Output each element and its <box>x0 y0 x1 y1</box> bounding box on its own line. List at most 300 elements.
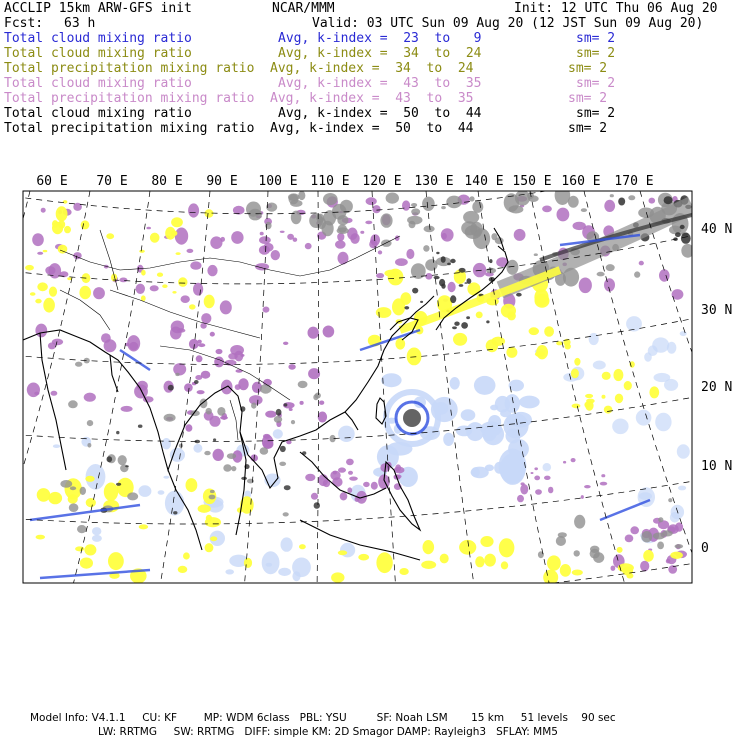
field-cell <box>593 361 606 370</box>
field-cell <box>150 233 160 243</box>
field-cell <box>441 228 454 241</box>
field-cell <box>118 455 127 465</box>
field-cell <box>217 407 225 416</box>
field-cell <box>79 286 91 300</box>
field-cell <box>475 556 484 567</box>
field-cell <box>338 252 349 265</box>
field-cell <box>291 420 295 424</box>
field-cell <box>486 320 489 323</box>
field-cell <box>283 342 288 345</box>
legend-smoothing: sm= 2 <box>568 61 608 76</box>
model-info-line2: LW: RRTMG SW: RRTMG DIFF: simple KM: 2D Smagor DAMP: Rayleigh3 SFLAY: MM5 <box>98 726 558 738</box>
field-cell <box>606 264 615 271</box>
model-info-line1: Model Info: V4.1.1 CU: KF MP: WDM 6class PBL: YSU SF: Noah LSM 15 km 51 levels 90 sec <box>30 712 616 724</box>
field-cell <box>664 196 673 204</box>
field-cell <box>528 195 539 202</box>
field-cell <box>249 395 263 405</box>
field-cell <box>173 511 177 514</box>
field-cell <box>363 482 370 487</box>
field-cell <box>201 371 211 379</box>
field-cell <box>488 415 501 429</box>
lon-label: 60 E <box>36 174 68 189</box>
field-cell <box>168 385 174 391</box>
forecast-label: Fcst: <box>4 16 44 31</box>
field-cell <box>505 394 520 413</box>
field-cell <box>189 304 196 309</box>
field-cell <box>640 561 649 572</box>
field-cell <box>381 240 392 247</box>
field-cell <box>658 517 663 522</box>
field-cell <box>213 449 224 461</box>
field-cell <box>617 547 623 553</box>
field-cell <box>183 552 190 559</box>
field-cell <box>259 245 270 254</box>
field-cell <box>558 532 567 538</box>
field-cell <box>376 273 384 278</box>
field-cell <box>237 507 243 512</box>
field-cell <box>384 270 399 277</box>
field-cell <box>251 403 256 409</box>
field-cell <box>77 525 87 533</box>
field-cell <box>197 390 205 394</box>
field-cell <box>461 409 476 421</box>
field-cell <box>262 551 280 574</box>
legend-smoothing: sm= 2 <box>568 121 608 136</box>
field-cell <box>68 494 78 504</box>
legend-field: Total precipitation mixing ratio <box>4 91 255 106</box>
field-cell <box>572 404 581 409</box>
typhoon-core <box>403 409 421 427</box>
field-cell <box>213 438 216 441</box>
field-cell <box>675 522 683 531</box>
field-cell <box>536 345 548 359</box>
field-cell <box>649 386 659 398</box>
field-cell <box>610 194 614 197</box>
field-cell <box>386 193 399 204</box>
field-cell <box>538 551 544 558</box>
field-cell <box>499 538 515 557</box>
field-cell <box>85 476 94 482</box>
field-cell <box>338 550 347 555</box>
field-cell <box>338 467 346 472</box>
field-cell <box>544 476 551 480</box>
field-cell <box>340 543 355 558</box>
field-cell <box>198 505 211 513</box>
legend-index-range: Avg, k-index = 43 to 35 <box>278 76 482 91</box>
field-cell <box>69 503 79 512</box>
model-title: ACCLIP 15km ARW-GFS init <box>4 1 192 16</box>
field-cell <box>395 464 401 471</box>
field-cell <box>402 200 410 210</box>
field-cell <box>271 250 280 260</box>
field-cell <box>127 335 140 351</box>
field-cell <box>376 307 392 318</box>
field-cell <box>461 322 468 329</box>
field-cell <box>480 536 493 547</box>
field-cell <box>639 492 652 500</box>
field-cell <box>214 357 224 368</box>
field-cell <box>276 409 282 416</box>
field-cell <box>241 477 247 480</box>
field-cell <box>443 433 454 446</box>
field-cell <box>544 326 554 337</box>
field-cell <box>43 250 48 252</box>
field-cell <box>196 355 203 362</box>
field-cell <box>365 221 372 225</box>
field-cell <box>407 348 422 366</box>
field-cell <box>585 394 593 398</box>
field-cell <box>406 249 414 259</box>
field-cell <box>289 194 299 204</box>
field-cell <box>119 278 127 283</box>
field-cell <box>177 328 185 332</box>
field-cell <box>186 478 198 492</box>
field-cell <box>369 240 377 248</box>
legend-smoothing: sm= 2 <box>576 46 616 61</box>
field-cell <box>467 278 472 284</box>
field-cell <box>52 222 63 234</box>
legend-field: Total cloud mixing ratio <box>4 106 192 121</box>
field-cell <box>162 284 167 288</box>
field-cell <box>305 474 315 481</box>
field-cell <box>158 490 165 495</box>
legend-field: Total cloud mixing ratio <box>4 76 192 91</box>
field-cell <box>584 485 591 488</box>
field-cell <box>453 333 467 346</box>
field-cell <box>259 236 271 244</box>
legend-field: Total cloud mixing ratio <box>4 31 192 46</box>
field-cell <box>474 376 496 395</box>
field-cell <box>146 227 151 230</box>
field-cell <box>681 233 691 244</box>
field-cell <box>209 495 216 500</box>
field-cell <box>346 459 354 466</box>
field-cell <box>392 298 405 315</box>
legend-index-range: Avg, k-index = 50 to 44 <box>270 121 474 136</box>
field-cell <box>476 312 483 319</box>
field-cell <box>188 203 199 217</box>
field-cell <box>305 243 312 249</box>
field-cell <box>395 258 408 266</box>
field-cell <box>436 252 439 254</box>
field-cell <box>600 482 607 486</box>
field-cell <box>206 408 212 415</box>
field-cell <box>657 542 664 550</box>
field-cell <box>411 203 417 207</box>
legend-index-range: Avg, k-index = 23 to 9 <box>278 31 482 46</box>
field-cell <box>225 569 234 574</box>
field-cell <box>506 347 517 358</box>
field-cell <box>571 369 579 379</box>
field-cell <box>210 536 217 541</box>
field-cell <box>534 289 548 306</box>
field-cell <box>181 295 190 303</box>
field-cell <box>204 451 210 455</box>
field-cell <box>360 231 364 234</box>
field-cell <box>611 566 616 571</box>
field-cell <box>198 343 205 347</box>
lat-label: 0 <box>701 541 709 556</box>
field-cell <box>53 444 60 448</box>
legend-field: Total precipitation mixing ratio <box>4 121 255 136</box>
field-cell <box>193 444 202 453</box>
field-cell <box>662 530 673 536</box>
field-cell <box>249 209 262 221</box>
field-cell <box>602 395 606 399</box>
field-cell <box>298 381 308 388</box>
field-cell <box>236 369 243 373</box>
field-cell <box>486 268 496 274</box>
field-cell <box>584 402 590 408</box>
legend-smoothing: sm= 2 <box>576 106 616 121</box>
field-cell <box>440 554 449 564</box>
field-cell <box>87 443 91 448</box>
political-borders <box>60 230 400 440</box>
field-cell <box>630 526 639 534</box>
field-cell <box>63 200 68 204</box>
field-cell <box>37 488 51 502</box>
field-cell <box>670 552 683 559</box>
field-cell <box>434 276 440 279</box>
field-cell <box>441 284 445 289</box>
field-cell <box>501 304 516 318</box>
field-cell <box>649 198 656 204</box>
field-cell <box>654 373 671 382</box>
field-cell <box>45 266 55 275</box>
field-cell <box>472 201 483 213</box>
field-cell <box>273 429 283 439</box>
field-cell <box>205 543 214 552</box>
field-cell <box>340 492 348 500</box>
field-cell <box>424 226 435 233</box>
field-cell <box>572 570 583 576</box>
field-cell <box>318 412 327 423</box>
field-cell <box>677 444 690 459</box>
field-cell <box>141 270 146 276</box>
field-streak <box>600 500 650 520</box>
field-cell <box>499 449 527 484</box>
field-cell <box>678 486 686 491</box>
field-cell <box>423 245 429 252</box>
field-cell <box>675 544 684 548</box>
field-cell <box>675 232 681 237</box>
field-cell <box>284 403 288 406</box>
field-cell <box>680 225 685 229</box>
field-cell <box>376 552 392 573</box>
field-cell <box>425 273 432 280</box>
field-cell <box>581 208 587 212</box>
field-cell <box>27 383 40 398</box>
field-cell <box>659 269 670 281</box>
field-cell <box>175 373 179 376</box>
field-cell <box>615 394 623 404</box>
field-cell <box>625 535 634 543</box>
lat-label: 40 N <box>701 222 733 237</box>
field-cell <box>127 492 138 500</box>
field-cell <box>281 537 293 551</box>
field-cell <box>210 236 222 249</box>
field-cell <box>441 206 446 209</box>
field-cell <box>338 426 355 442</box>
field-cell <box>41 208 46 213</box>
field-cell <box>531 472 534 474</box>
field-cell <box>467 282 480 295</box>
field-cell <box>331 572 344 582</box>
field-cell <box>190 261 201 269</box>
legend-index-range: Avg, k-index = 34 to 24 <box>278 46 482 61</box>
field-cell <box>484 554 496 567</box>
field-cell <box>473 263 486 277</box>
field-cell <box>51 391 58 396</box>
field-cell <box>244 558 252 568</box>
field-cell <box>338 225 347 233</box>
field-cell <box>314 502 320 509</box>
field-cell <box>49 287 57 297</box>
legend-smoothing: sm= 2 <box>576 76 616 91</box>
field-cell <box>162 438 171 449</box>
lon-label: 90 E <box>206 174 238 189</box>
field-cell <box>404 306 409 309</box>
field-cell <box>618 198 625 206</box>
field-cell <box>265 222 271 229</box>
field-cell <box>278 568 291 576</box>
field-cell <box>652 337 669 352</box>
field-cell <box>420 301 423 303</box>
field-cell <box>315 393 321 399</box>
field-cell <box>205 209 214 217</box>
field-cell <box>378 250 382 254</box>
field-cell <box>348 471 353 475</box>
field-cell <box>543 463 552 471</box>
field-cell <box>138 485 151 497</box>
field-cell <box>501 561 508 569</box>
field-cell <box>207 265 217 276</box>
field-cell <box>201 313 211 324</box>
field-cell <box>548 487 553 494</box>
field-cell <box>220 300 232 314</box>
field-cell <box>542 206 552 213</box>
field-cell <box>210 332 215 337</box>
field-cell <box>75 546 84 551</box>
field-cell <box>35 324 47 338</box>
legend-index-range: Avg, k-index = 43 to 35 <box>270 91 474 106</box>
field-cell <box>604 200 615 212</box>
field-cell <box>52 339 63 346</box>
field-cell <box>84 393 96 402</box>
lat-label: 20 N <box>701 380 733 395</box>
field-cell <box>560 564 571 577</box>
field-cell <box>411 208 420 215</box>
field-cell <box>639 261 644 266</box>
field-streak <box>30 505 140 520</box>
field-cell <box>86 498 96 507</box>
field-cell <box>150 285 159 291</box>
field-cell <box>466 316 470 319</box>
field-cell <box>516 293 522 297</box>
field-cell <box>287 234 294 240</box>
lon-label: 110 E <box>310 174 350 189</box>
field-cell <box>157 273 163 277</box>
field-cell <box>311 493 318 500</box>
field-cell <box>121 406 133 412</box>
field-cell <box>262 435 273 449</box>
field-cell <box>60 480 72 488</box>
field-cell <box>75 362 82 367</box>
field-cell <box>574 358 580 366</box>
field-cell <box>563 461 566 464</box>
field-cell <box>204 295 215 309</box>
field-cell <box>459 268 466 273</box>
field-cell <box>557 208 570 222</box>
field-cell <box>323 193 338 205</box>
field-cell <box>291 211 302 225</box>
field-cell <box>547 555 561 570</box>
field-cell <box>574 515 585 529</box>
field-cell <box>263 307 270 313</box>
field-cell <box>604 406 613 414</box>
field-cell <box>450 259 455 263</box>
field-cell <box>680 331 687 336</box>
field-cell <box>300 401 304 405</box>
field-cell <box>136 284 145 294</box>
field-cell <box>589 333 599 345</box>
field-cell <box>280 231 285 233</box>
field-cell <box>84 544 96 555</box>
field-cell <box>139 250 145 253</box>
field-cell <box>231 466 236 471</box>
lon-label: 80 E <box>151 174 183 189</box>
field-cell <box>68 400 78 408</box>
field-cell <box>425 259 437 271</box>
lon-label: 70 E <box>96 174 128 189</box>
field-cell <box>241 354 245 357</box>
field-cell <box>32 233 44 246</box>
field-cell <box>517 495 524 502</box>
legend-field: Total precipitation mixing ratio <box>4 61 255 76</box>
lon-label: 120 E <box>362 174 402 189</box>
field-cell <box>238 378 248 390</box>
field-cell <box>185 424 192 431</box>
latitude-labels <box>701 222 732 556</box>
field-cell <box>670 512 680 523</box>
field-cell <box>535 489 542 495</box>
field-cell <box>668 498 672 502</box>
field-cell <box>644 352 652 361</box>
field-cell <box>581 495 584 499</box>
field-cell <box>231 231 243 244</box>
field-cell <box>571 458 576 462</box>
field-cell <box>319 401 324 405</box>
field-cell <box>421 561 436 569</box>
field-cell <box>298 191 305 200</box>
field-cell <box>459 284 464 287</box>
field-cell <box>210 490 215 493</box>
field-cell <box>30 292 36 296</box>
field-cell <box>104 339 117 352</box>
field-cell <box>299 544 306 549</box>
field-cell <box>323 326 335 338</box>
field-cell <box>223 464 231 472</box>
field-cell <box>165 227 175 240</box>
field-cell <box>288 364 295 370</box>
field-cell <box>423 540 435 554</box>
field-cell <box>163 476 169 479</box>
field-cell <box>381 373 401 387</box>
field-cell <box>520 484 528 494</box>
field-cell <box>284 485 291 490</box>
field-cell <box>125 465 129 467</box>
valid-time: Valid: 03 UTC Sun 09 Aug 20 (12 JST Sun 09 Aug 20) <box>312 16 704 31</box>
